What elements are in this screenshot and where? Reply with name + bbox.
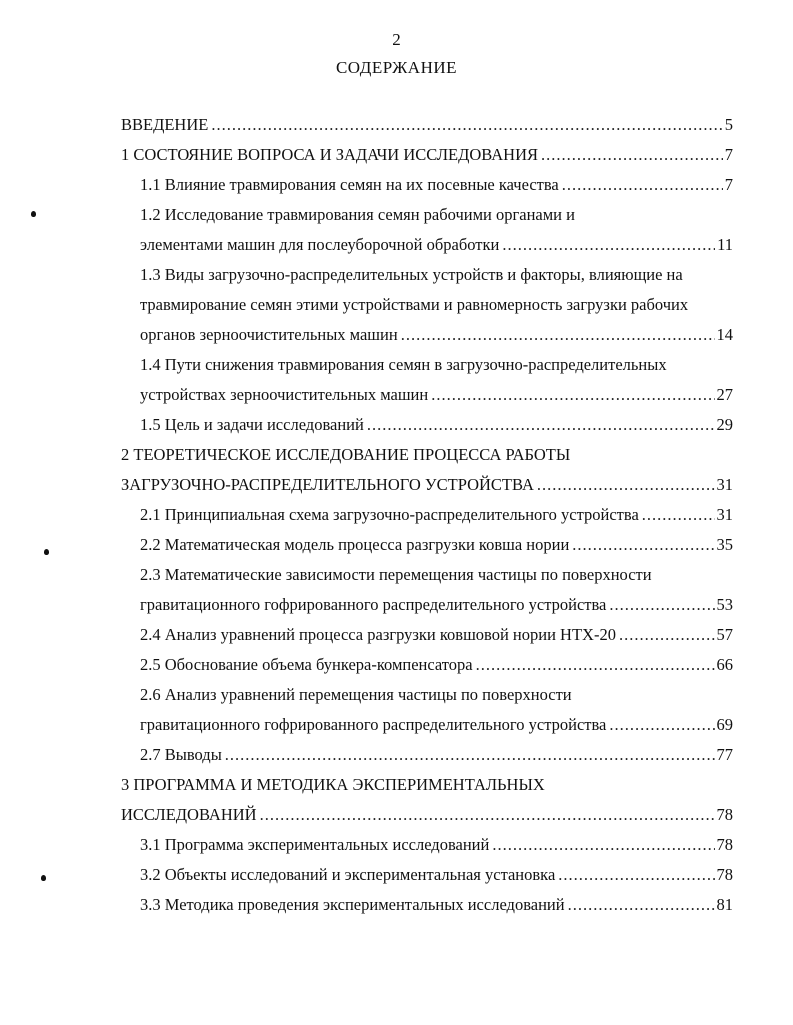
toc-entry-2-7[interactable] (140, 740, 733, 770)
toc-entry-text: 2.4 Анализ уравнений процесса разгрузки ковшовой нории НТХ-20 (140, 625, 616, 644)
toc-entry-text: 3 ПРОГРАММА И МЕТОДИКА ЭКСПЕРИМЕНТАЛЬНЫХ (121, 775, 545, 794)
toc-entry-text: 1.4 Пути снижения травмирования семян в загрузочно-распределительных (140, 355, 667, 374)
toc-entry-page: 66 (716, 655, 733, 674)
toc-entry-text: устройствах зерноочистительных машин (140, 385, 429, 404)
toc-entry-page: 78 (716, 865, 733, 884)
dot-leader (562, 170, 723, 200)
dot-leader (642, 500, 715, 530)
toc-entry-3-2[interactable] (140, 860, 733, 890)
dot-leader (609, 590, 714, 620)
toc-entry-text: ЗАГРУЗОЧНО-РАСПРЕДЕЛИТЕЛЬНОГО УСТРОЙСТВА (121, 475, 534, 494)
toc-entry-chapter-1[interactable] (121, 140, 733, 170)
dot-leader (260, 800, 715, 830)
dot-leader (492, 830, 714, 860)
toc-entry-text: 2.1 Принципиальная схема загрузочно-распределительного устройства (140, 505, 639, 524)
toc-entry-page: 35 (716, 535, 733, 554)
toc-entry-1-4-line-1[interactable] (140, 350, 733, 380)
toc-entry-text: 1.1 Влияние травмирования семян на их посевные качества (140, 175, 559, 194)
dot-leader (211, 110, 722, 140)
toc-entry-page: 5 (724, 115, 733, 134)
toc-entry-text: 1 СОСТОЯНИЕ ВОПРОСА И ЗАДАЧИ ИССЛЕДОВАНИЯ (121, 145, 539, 164)
toc-entry-2-2[interactable] (140, 530, 733, 560)
toc-entry-1-2[interactable] (140, 230, 733, 260)
dot-leader (568, 890, 715, 920)
toc-entry-text: ИССЛЕДОВАНИЙ (121, 805, 257, 824)
toc-entry-2-6[interactable] (140, 710, 733, 740)
toc-entry-text: гравитационного гофрированного распределительного устройства (140, 595, 607, 614)
toc-entry-page: 31 (716, 505, 733, 524)
dot-leader (572, 530, 714, 560)
toc-entry-text: 1.3 Виды загрузочно-распределительных устройств и факторы, влияющие на (140, 265, 683, 284)
dot-leader (609, 710, 714, 740)
toc-entry-page: 11 (717, 235, 733, 254)
toc-entry-page: 78 (716, 835, 733, 854)
toc-entry-1-3-line-2[interactable] (140, 290, 733, 320)
toc-entry-3-3[interactable] (140, 890, 733, 920)
scan-mark (44, 549, 49, 555)
toc-entry-1-2-line-1[interactable] (140, 200, 733, 230)
toc-entry-1-1[interactable] (140, 170, 733, 200)
toc-title: СОДЕРЖАНИЕ (335, 58, 458, 77)
toc-entry-text: 2.2 Математическая модель процесса разгрузки ковша нории (140, 535, 570, 554)
toc-entry-chapter-3-line-1[interactable] (121, 770, 733, 800)
dot-leader (225, 740, 715, 770)
toc-entry-text: ВВЕДЕНИЕ (121, 115, 209, 134)
table-of-contents (0, 110, 793, 930)
toc-entry-text: 2.3 Математические зависимости перемещения частицы по поверхности (140, 565, 652, 584)
toc-entry-text: 2 ТЕОРЕТИЧЕСКОЕ ИССЛЕДОВАНИЕ ПРОЦЕССА РАБОТЫ (121, 445, 571, 464)
toc-entry-1-3[interactable] (140, 320, 733, 350)
scan-mark (31, 211, 36, 217)
dot-leader (431, 380, 714, 410)
toc-entry-introduction[interactable] (121, 110, 733, 140)
toc-entry-3-1[interactable] (140, 830, 733, 860)
toc-entry-2-1[interactable] (140, 500, 733, 530)
toc-entry-chapter-2-line-1[interactable] (121, 440, 733, 470)
toc-entry-1-5[interactable] (140, 410, 733, 440)
toc-entry-1-3-line-1[interactable] (140, 260, 733, 290)
toc-entry-1-4[interactable] (140, 380, 733, 410)
toc-entry-2-6-line-1[interactable] (140, 680, 733, 710)
toc-entry-page: 77 (716, 745, 733, 764)
toc-entry-text: 1.5 Цель и задачи исследований (140, 415, 364, 434)
toc-entry-page: 31 (716, 475, 733, 494)
toc-entry-text: 2.7 Выводы (140, 745, 222, 764)
toc-entry-text: 1.2 Исследование травмирования семян рабочими органами и (140, 205, 575, 224)
toc-entry-2-4[interactable] (140, 620, 733, 650)
toc-entry-page: 57 (716, 625, 733, 644)
toc-entry-text: 2.6 Анализ уравнений перемещения частицы по поверхности (140, 685, 572, 704)
dot-leader (541, 140, 723, 170)
dot-leader (502, 230, 715, 260)
toc-entry-page: 78 (716, 805, 733, 824)
toc-entry-2-3-line-1[interactable] (140, 560, 733, 590)
toc-entry-page: 14 (716, 325, 733, 344)
toc-entry-text: 2.5 Обоснование объема бункера-компенсатора (140, 655, 473, 674)
toc-entry-text: 3.1 Программа экспериментальных исследований (140, 835, 490, 854)
toc-entry-chapter-2[interactable] (121, 470, 733, 500)
toc-entry-page: 81 (716, 895, 733, 914)
page-number: 2 (392, 30, 401, 49)
dot-leader (476, 650, 715, 680)
toc-entry-page: 7 (724, 175, 733, 194)
toc-entry-2-3[interactable] (140, 590, 733, 620)
dot-leader (619, 620, 715, 650)
toc-entry-text: элементами машин для послеуборочной обработки (140, 235, 500, 254)
toc-entry-text: органов зерноочистительных машин (140, 325, 398, 344)
scan-mark (41, 875, 46, 881)
toc-entry-text: 3.3 Методика проведения экспериментальных исследований (140, 895, 565, 914)
toc-entry-page: 53 (716, 595, 733, 614)
toc-entry-text: 3.2 Объекты исследований и экспериментальная установка (140, 865, 556, 884)
dot-leader (537, 470, 715, 500)
toc-entry-page: 29 (716, 415, 733, 434)
toc-entry-chapter-3[interactable] (121, 800, 733, 830)
toc-entry-text: гравитационного гофрированного распределительного устройства (140, 715, 607, 734)
toc-entry-text: травмирование семян этими устройствами и равномерность загрузки рабочих (140, 295, 689, 314)
dot-leader (401, 320, 715, 350)
toc-entry-2-5[interactable] (140, 650, 733, 680)
dot-leader (367, 410, 715, 440)
toc-entry-page: 7 (724, 145, 733, 164)
dot-leader (558, 860, 714, 890)
toc-entry-page: 69 (716, 715, 733, 734)
toc-entry-page: 27 (716, 385, 733, 404)
